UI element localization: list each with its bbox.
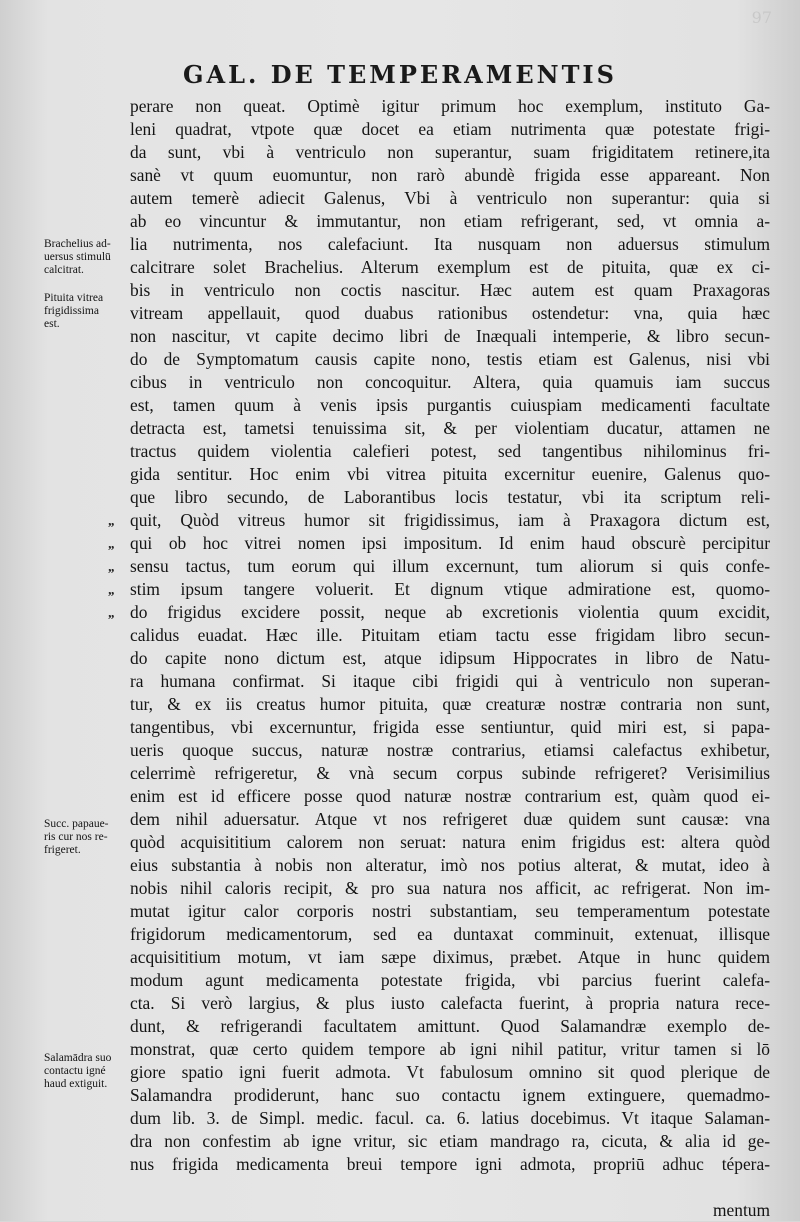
text-line: lia nutrimenta, nos calefaciunt. Ita nusquam non aduersus stimulum: [130, 234, 770, 254]
text-line: gida sentitur. Hoc enim vbi vitrea pituita excernitur euenire, Galenus quo-: [130, 464, 770, 484]
margin-note-papaver: Succ. papaue- ris cur nos re- frigeret.: [44, 818, 109, 856]
text-line: ra humana confirmat. Si itaque cibi frigidi qui à ventriculo non superan-: [130, 671, 770, 691]
main-text-block: [108, 95, 770, 1222]
text-line: acquisititium motum, vt iam sæpe diximus, præbet. Atque in hunc quidem: [130, 947, 770, 967]
text-line-quoted: „ quit, Quòd vitreus humor sit frigidissimus, iam à Praxagora dictum est,: [108, 510, 770, 530]
running-head: GAL. DE TEMPERAMENTIS: [182, 60, 617, 89]
quote-mark: „: [108, 513, 115, 528]
text-line: sanè vt quum euomuntur, non rarò abundè frigida esse appareant. Non: [130, 165, 770, 185]
text-line: eius substantia à nobis non alteratur, imò nos potius alterat, & mutat, ideo à: [130, 855, 770, 875]
text-line: detracta est, tametsi tenuissima sit, & per violentiam ducatur, attamen ne: [130, 418, 770, 438]
text-line: da sunt, vbi à ventriculo non superantur, suam frigiditatem retinere,ita: [130, 142, 770, 162]
text-line: tangentibus, vbi excernuntur, frigida esse sentiuntur, quid miri est, si papa-: [130, 717, 770, 737]
text-line: ueris quoque succus, naturæ nostræ contrarius, etiamsi calefactus exhibetur,: [130, 740, 770, 760]
text-line: quòd acquisititium calorem non seruat: natura enim frigidus est: altera quòd: [130, 832, 770, 852]
text-line-quoted: „ sensu tactus, tum eorum qui illum excernunt, tum aliorum si quis confe-: [108, 556, 770, 576]
catchword: mentum: [713, 1200, 770, 1220]
margin-note-salamandra: Salamādra suo contactu igné haud extiguit.: [44, 1052, 112, 1090]
quote-mark: „: [108, 582, 115, 597]
text-line: do de Symptomatum causis capite nono, testis etiam est Galenus, nisi vbi: [130, 349, 770, 369]
text-line: Salamandra prodiderunt, hanc suo contactu ignem extinguere, quemadmo-: [130, 1085, 770, 1105]
text-line: dra non confestim ab igne vritur, sic etiam mandrago ra, cicuta, & alia id ge-: [130, 1131, 770, 1151]
text-line: dum lib. 3. de Simpl. medic. facul. ca. 6. latius docebimus. Vt itaque Salaman-: [130, 1108, 770, 1128]
text-line: enim est id efficere posse quod naturæ nostræ contrarium est, quàm quod ei-: [130, 786, 770, 806]
text-line-quoted: „ stim ipsum tangere voluerit. Et dignum vtique admiratione est, quomo-: [108, 579, 770, 599]
quote-mark: „: [108, 536, 115, 551]
text-line: est, tamen quum à venis ipsis purgantis cuiuspiam medicamenti facultate: [130, 395, 770, 415]
text-line: modum agunt medicamenta potestate frigida, vbi parcius fuerint calefa-: [130, 970, 770, 990]
text-line: autem temerè adiecit Galenus, Vbi à ventriculo non superantur: quia si: [130, 188, 770, 208]
text-line: leni quadrat, vtpote quæ docet ea etiam nutrimenta quæ potestate frigi-: [130, 119, 770, 139]
text-line: vitream appellauit, quod duabus rationibus ostendetur: vna, quia hæc: [130, 303, 770, 323]
text-line: bis in ventriculo non coctis nascitur. Hæc autem est quam Praxagoras: [130, 280, 770, 300]
text-line: [130, 1176, 770, 1199]
margin-note-pituita: Pituita vitrea frigidissima est.: [44, 292, 104, 330]
text-line: monstrat, quæ certo quidem tempore ab igni nihil patitur, vritur tamen si lō: [130, 1039, 770, 1059]
text-line: cibus in ventriculo non concoquitur. Altera, quia quamuis iam succus: [130, 372, 770, 392]
text-line: cta. Si verò largius, & plus iusto calefacta fuerint, à propria natura rece-: [130, 993, 770, 1013]
text-line: frigidorum medicamentorum, sed ea duntaxat comminuit, extenuat, illisque: [130, 924, 770, 944]
text-line: nus frigida medicamenta breui tempore igni admota, propriū adhuc tépera-: [130, 1154, 770, 1174]
text-line-quoted: „ do frigidus excidere possit, neque ab excretionis violentia quum excidit,: [108, 602, 770, 622]
text-line: dem nihil aduersatur. Atque vt nos refrigeret duæ quidem sunt causæ: vna: [130, 809, 770, 829]
text-line: perare non queat. Optimè igitur primum hoc exemplum, instituto Ga-: [130, 96, 770, 116]
text-line: do capite nono dictum est, atque idipsum Hippocrates in libro de Natu-: [130, 648, 770, 668]
text-line: nobis nihil caloris recipit, & pro sua natura nos afficit, ac refrigerat. Non im-: [130, 878, 770, 898]
page-number: 97: [751, 8, 772, 27]
text-line: tur, & ex iis creatus humor pituita, quæ creaturæ nostræ contraria non sunt,: [130, 694, 770, 714]
text-line: mutat igitur calor corporis nostri substantiam, seu temperamentum potestate: [130, 901, 770, 921]
text-line: dunt, & refrigerandi facultatem amittunt. Quod Salamandræ exemplo de-: [130, 1016, 770, 1036]
text-line: que libro secundo, de Laborantibus locis testatur, vbi ita scriptum reli-: [130, 487, 770, 507]
quote-mark: „: [108, 605, 115, 620]
text-line: celerrimè refrigeretur, & vnà secum corpus subinde refrigeret? Verisimilius: [130, 763, 770, 783]
text-line: ab eo vincuntur & immutantur, non etiam refrigerant, sed, vt omnia a-: [130, 211, 770, 231]
text-line-quoted: „ qui ob hoc vitrei nomen ipsi impositum. Id enim haud obscurè percipitur: [108, 533, 770, 553]
quote-mark: „: [108, 559, 115, 574]
text-line: calcitrare solet Brachelius. Alterum exemplum est de pituita, quæ ex ci-: [130, 257, 770, 277]
text-line: giore spatio igni fuerit admota. Vt fabulosum omnino sit quod plerique de: [130, 1062, 770, 1082]
text-line: tractus quidem violentia calefieri potest, sed tangentibus nihilominus fri-: [130, 441, 770, 461]
text-line: non nascitur, vt capite decimo libri de Inæquali intemperie, & libro secun-: [130, 326, 770, 346]
margin-note-brachelius: Brachelius ad- uersus stimulū calcitrat.: [44, 238, 111, 276]
text-line: calidus euadat. Hæc ille. Pituitam etiam tactu esse frigidam libro secun-: [130, 625, 770, 645]
